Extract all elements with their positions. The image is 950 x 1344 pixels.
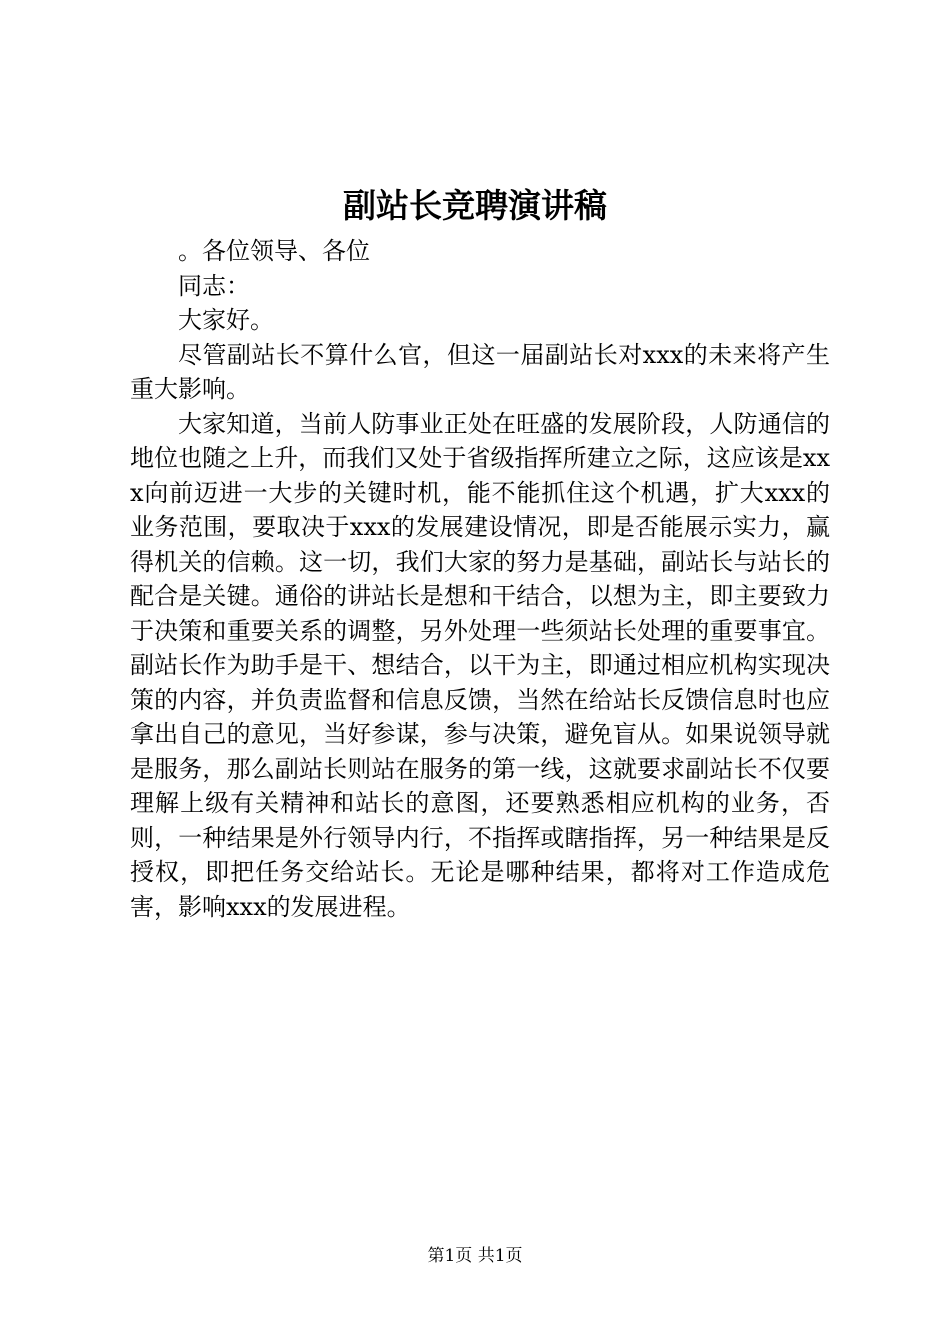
document-title: 副站长竞聘演讲稿 <box>343 186 607 225</box>
paragraph-greeting: 大家好。 <box>178 306 274 334</box>
paragraph-intro: 尽管副站长不算什么官，但这一届副站长对xxx的未来将产生重大影响。 <box>130 340 830 403</box>
paragraph-salutation-cont: 同志： <box>178 271 250 300</box>
paragraph-salutation: 。各位领导、各位 <box>178 237 370 265</box>
paragraph-main: 大家知道，当前人防事业正处在旺盛的发展阶段，人防通信的地位也随之上升，而我们又处于省级指挥所建立之际，这应该是xxx向前迈进一大步的关键时机，能不能抓住这个机遇，扩大xxx的业务范围，要取决于xxx的发展建设情况，即是否能展示实力，赢得机关的信赖。这一切，我们大家的努力是基础，副站长与站长的配合是关键。通俗的讲站长是想和干结合，以想为主，即主要致力于决策和重要关系的调整，另外处理一些须站长处理的重要事宜。副站长作为助手是干、想结合，以干为主，即通过相应机构实现决策的内容，并负责监督和信息反馈，当然在给站长反馈信息时也应拿出自己的意见，当好参谋，参与决策，避免盲从。如果说领导就是服务，那么副站长则站在服务的第一线，这就要求副站长不仅要理解上级有关精神和站长的意图，还要熟悉相应机构的业务，否则，一种结果是外行领导内行，不指挥或瞎指挥，另一种结果是反授权，即把任务交给站长。无论是哪种结果，都将对工作造成危害，影响xxx的发展进程。 <box>130 409 830 921</box>
page-footer: 第1页 共1页 <box>427 1246 523 1266</box>
document-body <box>130 234 830 924</box>
